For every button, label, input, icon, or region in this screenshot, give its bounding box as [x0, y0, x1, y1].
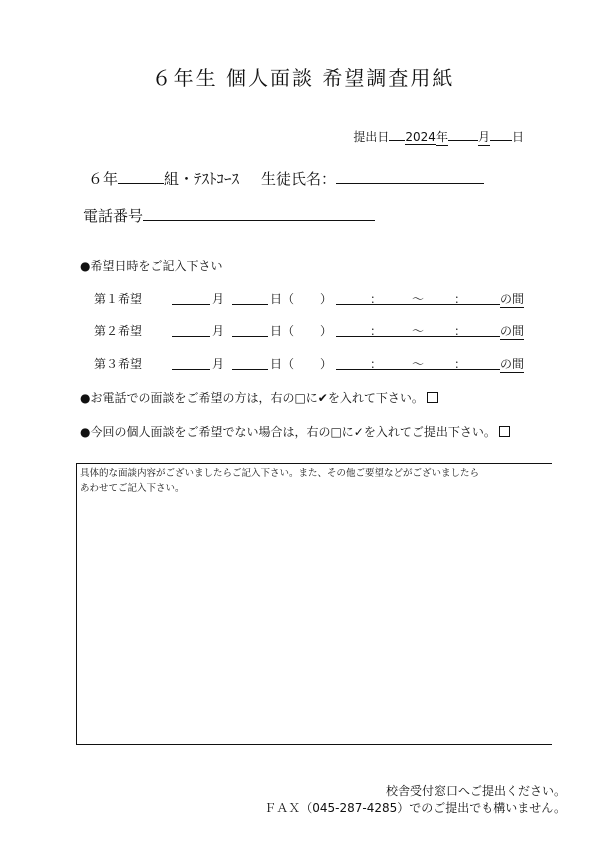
phone-interview-note: ●お電話での面談をご希望の方は，右の□に✔を入れて下さい。 — [80, 391, 424, 405]
free-text-instructions: 具体的な面談内容がございましたらご記入下さい。また、その他ご要望などがございましたら あわせてご記入下さい。 — [80, 468, 480, 494]
pref-day-unit: 日（ — [270, 292, 295, 306]
pref-month-field[interactable] — [172, 322, 210, 337]
pref-day-field[interactable] — [232, 322, 268, 337]
pref-between: の間 — [500, 324, 525, 338]
phone-interview-note-row — [80, 389, 438, 406]
page-title: ６年生 個人面談 希望調査用紙 — [151, 66, 455, 90]
preference-label: 第２希望 — [94, 324, 143, 338]
pref-tilde: ～ — [412, 292, 425, 306]
phone-row — [83, 205, 375, 226]
phone-interview-checkbox[interactable] — [427, 392, 438, 403]
schedule-heading: ●希望日時をご記入下さい — [80, 259, 223, 273]
footer-fax-note: ＦＡＸ（045-287-4285）でのご提出でも構いません。 — [264, 801, 566, 815]
pref-colon-end: ： — [454, 357, 467, 371]
pref-close-paren: ） — [320, 292, 333, 306]
pref-day-field[interactable] — [232, 355, 268, 370]
submission-date-row — [353, 128, 524, 146]
pref-between: の間 — [500, 357, 525, 371]
pref-close-paren: ） — [320, 357, 333, 371]
pref-colon-start: ： — [370, 357, 383, 371]
pref-day-unit: 日（ — [270, 357, 295, 371]
class-row — [88, 168, 484, 189]
pref-day-field[interactable] — [232, 290, 268, 305]
no-interview-checkbox[interactable] — [499, 426, 510, 437]
pref-month-field[interactable] — [172, 290, 210, 305]
year-unit: 年 — [435, 130, 448, 144]
pref-tilde: ～ — [412, 357, 425, 371]
date-underline-lead[interactable] — [389, 140, 405, 141]
submission-date-label: 提出日 — [353, 130, 390, 144]
day-field[interactable] — [490, 140, 512, 141]
pref-month-unit: 月 — [212, 324, 225, 338]
class-unit-label: 組・ﾃｽﾄｺｰｽ — [164, 170, 240, 188]
pref-colon-end: ： — [454, 324, 467, 338]
preference-row-2 — [94, 322, 534, 338]
free-text-box[interactable] — [76, 463, 552, 745]
pref-colon-start: ： — [370, 324, 383, 338]
student-name-field[interactable] — [336, 169, 484, 184]
pref-tilde: ～ — [412, 324, 425, 338]
class-field[interactable] — [118, 169, 164, 184]
preference-row-1 — [94, 290, 534, 306]
pref-month-unit: 月 — [212, 292, 225, 306]
pref-colon-end: ： — [454, 292, 467, 306]
pref-colon-start: ： — [370, 292, 383, 306]
preference-label: 第３希望 — [94, 357, 143, 371]
grade-label: ６年 — [88, 170, 119, 188]
day-unit: 日 — [511, 130, 524, 144]
phone-field[interactable] — [143, 206, 375, 221]
month-unit: 月 — [477, 130, 490, 144]
no-interview-note: ●今回の個人面談をご希望でない場合は，右の□に✓を入れてご提出下さい。 — [80, 425, 496, 439]
preference-row-3 — [94, 355, 534, 371]
footer-submit-note: 校舎受付窓口へご提出ください。 — [385, 784, 566, 798]
pref-between: の間 — [500, 292, 525, 306]
student-name-label: 生徒氏名： — [261, 170, 337, 188]
month-field[interactable] — [448, 140, 478, 141]
pref-month-field[interactable] — [172, 355, 210, 370]
submission-year[interactable]: 2024 — [405, 130, 436, 144]
phone-label: 電話番号 — [83, 207, 144, 225]
pref-month-unit: 月 — [212, 357, 225, 371]
pref-close-paren: ） — [320, 324, 333, 338]
pref-day-unit: 日（ — [270, 324, 295, 338]
preference-label: 第１希望 — [94, 292, 143, 306]
no-interview-note-row — [80, 423, 510, 440]
